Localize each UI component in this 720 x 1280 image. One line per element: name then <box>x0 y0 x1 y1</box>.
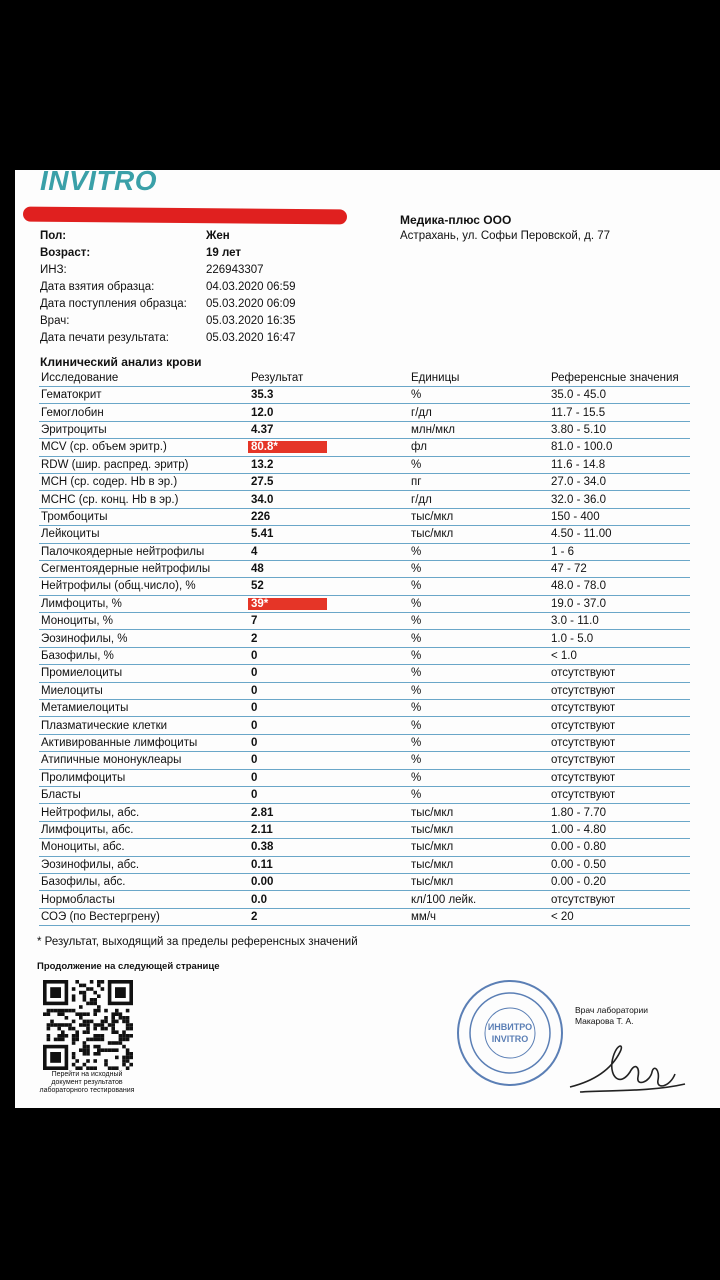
result-value: 0.38 <box>251 841 274 854</box>
result-value: 5.41 <box>251 528 274 541</box>
result-cell <box>249 560 409 577</box>
table-header-row <box>39 369 690 387</box>
table-row <box>39 595 690 612</box>
test-name-cell: Гематокрит <box>39 387 249 404</box>
unit-cell: % <box>409 387 549 404</box>
result-value: 0.11 <box>251 858 273 871</box>
result-cell <box>249 873 409 890</box>
table-row <box>39 839 690 856</box>
table-row <box>39 873 690 890</box>
result-value: 0 <box>251 754 258 767</box>
test-name-cell: MCV (ср. объем эритр.) <box>39 439 249 456</box>
lab-stamp <box>455 978 565 1088</box>
test-name-cell: Атипичные мононуклеары <box>39 752 249 769</box>
reference-cell: отсутствуют <box>549 700 690 717</box>
reference-cell: 32.0 - 36.0 <box>549 491 690 508</box>
reference-cell: отсутствуют <box>549 752 690 769</box>
table-row <box>39 473 690 490</box>
reference-cell: < 20 <box>549 908 690 925</box>
unit-cell: г/дл <box>409 404 549 421</box>
test-name-cell: Лимфоциты, абс. <box>39 821 249 838</box>
test-name-cell: Бласты <box>39 786 249 803</box>
test-name-cell: СОЭ (по Вестергрену) <box>39 908 249 925</box>
result-cell <box>249 578 409 595</box>
result-value: 2.81 <box>251 806 274 819</box>
invitro-logo: INVITRO <box>40 170 158 196</box>
doctor-signature <box>560 1032 690 1102</box>
col-header-result: Результат <box>249 369 409 387</box>
result-cell <box>249 752 409 769</box>
reference-cell: 150 - 400 <box>549 508 690 525</box>
table-row <box>39 734 690 751</box>
reference-cell: 0.00 - 0.50 <box>549 856 690 873</box>
result-cell <box>249 734 409 751</box>
table-row <box>39 543 690 560</box>
unit-cell: % <box>409 786 549 803</box>
table-row <box>39 700 690 717</box>
result-value: 35.3 <box>251 389 274 402</box>
lab-address: Астрахань, ул. Софьи Перовской, д. 77 <box>400 230 611 242</box>
result-value: 0 <box>251 667 258 680</box>
result-cell <box>249 630 409 647</box>
result-cell <box>249 700 409 717</box>
reference-cell: отсутствуют <box>549 682 690 699</box>
result-value: 2.11 <box>251 823 273 836</box>
reference-cell: отсутствуют <box>549 665 690 682</box>
test-name-cell: Гемоглобин <box>39 404 249 421</box>
result-cell <box>249 526 409 543</box>
result-cell <box>249 387 409 404</box>
reference-cell: 27.0 - 34.0 <box>549 473 690 490</box>
test-name-cell: Нейтрофилы (общ.число), % <box>39 578 249 595</box>
table-row <box>39 821 690 838</box>
test-name-cell: Промиелоциты <box>39 665 249 682</box>
unit-cell: фл <box>409 439 549 456</box>
table-row <box>39 526 690 543</box>
unit-cell: тыс/мкл <box>409 821 549 838</box>
result-cell <box>249 665 409 682</box>
result-value: 4.37 <box>251 423 274 436</box>
test-name-cell: Плазматические клетки <box>39 717 249 734</box>
table-row <box>39 752 690 769</box>
unit-cell: г/дл <box>409 491 549 508</box>
test-name-cell: Моноциты, абс. <box>39 839 249 856</box>
patient-field-value: 19 лет <box>206 247 242 259</box>
patient-field-label: Пол: <box>40 230 67 242</box>
table-row <box>39 665 690 682</box>
unit-cell: % <box>409 578 549 595</box>
table-row <box>39 682 690 699</box>
test-name-cell: Лимфоциты, % <box>39 595 249 612</box>
test-name-cell: Палочкоядерные нейтрофилы <box>39 543 249 560</box>
result-cell <box>249 508 409 525</box>
patient-field-label: Возраст: <box>40 247 91 259</box>
table-row <box>39 717 690 734</box>
reference-cell: 47 - 72 <box>549 560 690 577</box>
result-cell <box>249 647 409 664</box>
col-header-unit: Единицы <box>409 369 549 387</box>
reference-cell: 4.50 - 11.00 <box>549 526 690 543</box>
result-value: 0 <box>251 719 258 732</box>
result-cell <box>249 804 409 821</box>
unit-cell: % <box>409 595 549 612</box>
table-row <box>39 508 690 525</box>
test-name-cell: Эритроциты <box>39 421 249 438</box>
table-row <box>39 491 690 508</box>
lab-name: Медика-плюс ООО <box>400 213 512 227</box>
patient-field-label: Дата поступления образца: <box>40 298 187 310</box>
test-name-cell: Нормобласты <box>39 891 249 908</box>
test-name-cell: Эозинофилы, абс. <box>39 856 249 873</box>
patient-field-label: Дата взятия образца: <box>40 281 155 293</box>
patient-field-value: Жен <box>206 230 230 242</box>
result-cell <box>249 404 409 421</box>
table-row <box>39 769 690 786</box>
unit-cell: % <box>409 630 549 647</box>
test-name-cell: Активированные лимфоциты <box>39 734 249 751</box>
patient-field-value: 05.03.2020 06:09 <box>206 298 296 310</box>
unit-cell: % <box>409 700 549 717</box>
result-cell <box>249 473 409 490</box>
reference-cell: 3.0 - 11.0 <box>549 613 690 630</box>
result-cell <box>249 908 409 925</box>
redaction-bar <box>23 207 347 225</box>
table-row <box>39 856 690 873</box>
unit-cell: % <box>409 543 549 560</box>
result-cell <box>249 595 409 612</box>
patient-field-value: 04.03.2020 06:59 <box>206 281 296 293</box>
result-cell <box>249 439 409 456</box>
test-name-cell: Нейтрофилы, абс. <box>39 804 249 821</box>
unit-cell: тыс/мкл <box>409 508 549 525</box>
result-value: 27.5 <box>251 476 274 489</box>
result-cell <box>249 891 409 908</box>
patient-field-value: 05.03.2020 16:47 <box>206 332 296 344</box>
test-name-cell: Миелоциты <box>39 682 249 699</box>
reference-cell: 0.00 - 0.80 <box>549 839 690 856</box>
table-row <box>39 647 690 664</box>
table-row <box>39 804 690 821</box>
result-value: 34.0 <box>251 493 274 506</box>
unit-cell: % <box>409 613 549 630</box>
unit-cell: % <box>409 717 549 734</box>
unit-cell: тыс/мкл <box>409 804 549 821</box>
reference-cell: отсутствуют <box>549 717 690 734</box>
footnote: * Результат, выходящий за пределы референсных значений <box>37 936 358 948</box>
reference-cell: 35.0 - 45.0 <box>549 387 690 404</box>
flagged-result: 39* <box>248 598 327 610</box>
svg-text:ИНВИТРО: ИНВИТРО <box>487 1022 533 1032</box>
col-header-test: Исследование <box>39 369 249 387</box>
table-row <box>39 404 690 421</box>
patient-field-label: Врач: <box>40 315 70 327</box>
unit-cell: % <box>409 682 549 699</box>
result-cell <box>249 856 409 873</box>
unit-cell: тыс/мкл <box>409 856 549 873</box>
unit-cell: тыс/мкл <box>409 526 549 543</box>
test-name-cell: Моноциты, % <box>39 613 249 630</box>
table-row <box>39 891 690 908</box>
reference-cell: 11.6 - 14.8 <box>549 456 690 473</box>
unit-cell: пг <box>409 473 549 490</box>
reference-cell: 19.0 - 37.0 <box>549 595 690 612</box>
result-value: 226 <box>251 510 271 523</box>
result-cell <box>249 717 409 734</box>
unit-cell: % <box>409 665 549 682</box>
reference-cell: 48.0 - 78.0 <box>549 578 690 595</box>
result-cell <box>249 821 409 838</box>
result-value: 0 <box>251 789 258 802</box>
table-row <box>39 908 690 925</box>
table-row <box>39 387 690 404</box>
reference-cell: отсутствуют <box>549 734 690 751</box>
result-value: 0 <box>251 771 258 784</box>
patient-field-value: 226943307 <box>206 264 264 276</box>
qr-code[interactable] <box>43 980 133 1070</box>
unit-cell: % <box>409 456 549 473</box>
reference-cell: 0.00 - 0.20 <box>549 873 690 890</box>
patient-field-label: ИНЗ: <box>40 264 67 276</box>
lab-doctor <box>575 1005 648 1027</box>
reference-cell: 1 - 6 <box>549 543 690 560</box>
result-value: 0.00 <box>251 876 274 889</box>
test-name-cell: Тромбоциты <box>39 508 249 525</box>
unit-cell: % <box>409 647 549 664</box>
test-name-cell: Сегментоядерные нейтрофилы <box>39 560 249 577</box>
unit-cell: % <box>409 769 549 786</box>
result-cell <box>249 839 409 856</box>
test-name-cell: MCHC (ср. конц. Hb в эр.) <box>39 491 249 508</box>
continuation-note: Продолжение на следующей странице <box>37 961 220 972</box>
unit-cell: кл/100 лейк. <box>409 891 549 908</box>
table-row <box>39 786 690 803</box>
results-table <box>39 369 690 926</box>
reference-cell: 11.7 - 15.5 <box>549 404 690 421</box>
table-row <box>39 421 690 438</box>
result-value: 4 <box>251 545 258 558</box>
flagged-result: 80.8* <box>248 441 327 453</box>
qr-caption: Перейти на исходный документ результатов лабораторного тестирования <box>39 1071 135 1094</box>
test-name-cell: RDW (шир. распред. эритр) <box>39 456 249 473</box>
reference-cell: отсутствуют <box>549 891 690 908</box>
result-cell <box>249 786 409 803</box>
unit-cell: % <box>409 752 549 769</box>
table-row <box>39 630 690 647</box>
table-row <box>39 439 690 456</box>
result-value: 13.2 <box>251 458 274 471</box>
reference-cell: 3.80 - 5.10 <box>549 421 690 438</box>
result-cell <box>249 682 409 699</box>
test-name-cell: Эозинофилы, % <box>39 630 249 647</box>
result-value: 48 <box>251 563 264 576</box>
result-value: 0 <box>251 650 258 663</box>
unit-cell: тыс/мкл <box>409 873 549 890</box>
test-name-cell: Базофилы, абс. <box>39 873 249 890</box>
table-row <box>39 560 690 577</box>
result-value: 7 <box>251 615 258 628</box>
unit-cell: млн/мкл <box>409 421 549 438</box>
doctor-title: Врач лаборатории <box>575 1005 649 1015</box>
reference-cell: < 1.0 <box>549 647 690 664</box>
unit-cell: % <box>409 734 549 751</box>
reference-cell: отсутствуют <box>549 786 690 803</box>
result-value: 2 <box>251 632 258 645</box>
test-name-cell: Лейкоциты <box>39 526 249 543</box>
result-cell <box>249 769 409 786</box>
section-title: Клинический анализ крови <box>40 355 202 369</box>
result-value: 2 <box>251 910 258 923</box>
reference-cell: отсутствуют <box>549 769 690 786</box>
test-name-cell: Метамиелоциты <box>39 700 249 717</box>
unit-cell: мм/ч <box>409 908 549 925</box>
patient-field-value: 05.03.2020 16:35 <box>206 315 296 327</box>
result-value: 12.0 <box>251 406 274 419</box>
result-cell <box>249 613 409 630</box>
table-row <box>39 456 690 473</box>
svg-text:INVITRO: INVITRO <box>491 1034 529 1044</box>
result-value: 0.0 <box>251 893 267 906</box>
result-cell <box>249 491 409 508</box>
result-cell <box>249 543 409 560</box>
result-value: 0 <box>251 702 258 715</box>
test-name-cell: Пролимфоциты <box>39 769 249 786</box>
test-name-cell: Базофилы, % <box>39 647 249 664</box>
reference-cell: 1.00 - 4.80 <box>549 821 690 838</box>
reference-cell: 1.0 - 5.0 <box>549 630 690 647</box>
table-row <box>39 613 690 630</box>
table-row <box>39 578 690 595</box>
result-value: 52 <box>251 580 264 593</box>
result-cell <box>249 456 409 473</box>
test-name-cell: MCH (ср. содер. Hb в эр.) <box>39 473 249 490</box>
patient-field-label: Дата печати результата: <box>40 332 169 344</box>
reference-cell: 1.80 - 7.70 <box>549 804 690 821</box>
report-page <box>15 170 720 1108</box>
unit-cell: тыс/мкл <box>409 839 549 856</box>
unit-cell: % <box>409 560 549 577</box>
col-header-reference: Референсные значения <box>549 369 690 387</box>
doctor-name: Макарова Т. А. <box>575 1016 634 1026</box>
result-value: 0 <box>251 737 258 749</box>
result-cell <box>249 421 409 438</box>
reference-cell: 81.0 - 100.0 <box>549 439 690 456</box>
result-value: 0 <box>251 684 258 697</box>
